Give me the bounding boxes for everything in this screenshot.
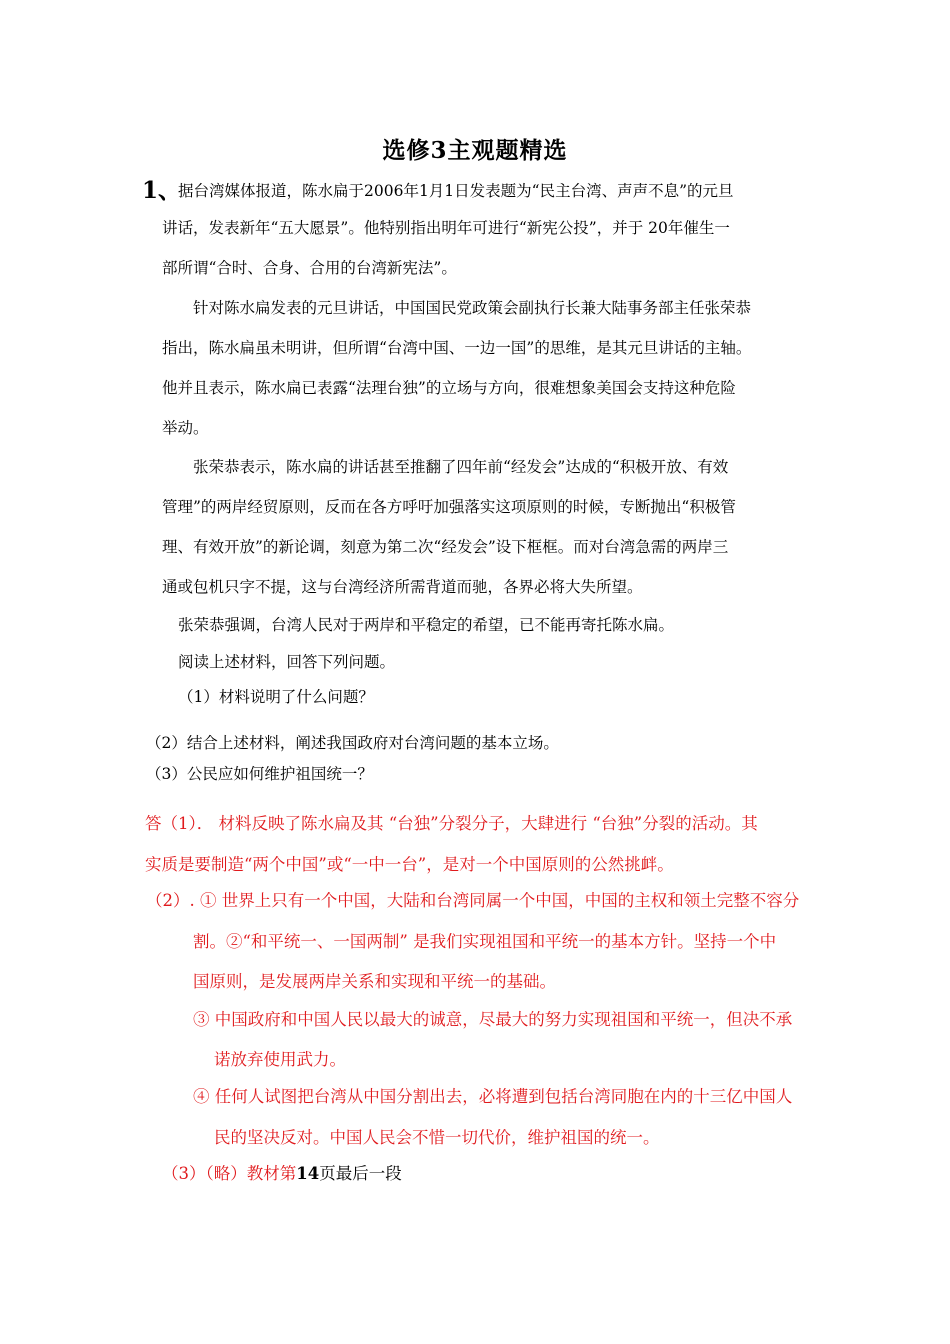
answer-line: （2）. ① 世界上只有一个中国，大陆和台湾同属一个中国，中国的主权和领土完整不容分 [146, 891, 800, 910]
material-line: 举动。 [162, 419, 209, 437]
material-line: 针对陈水扁发表的元旦讲话，中国国民党政策会副执行长兼大陆事务部主任张荣恭 [193, 299, 752, 317]
answer-part3 [162, 1160, 402, 1184]
material-line: 指出，陈水扁虽未明讲，但所谓“台湾中国、一边一国”的思维，是其元旦讲话的主轴。 [162, 339, 752, 357]
answer-line: 民的坚决反对。中国人民会不惜一切代价，维护祖国的统一。 [214, 1128, 660, 1147]
material-line: 他并且表示，陈水扁已表露“法理台独”的立场与方向，很难想象美国会支持这种危险 [162, 379, 736, 397]
answer-line: 答（1）． 材料反映了陈水扁及其 “台独”分裂分子，大肆进行 “台独”分裂的活动。其 [145, 814, 758, 833]
answer-line: 实质是要制造“两个中国”或“一中一台”，是对一个中国原则的公然挑衅。 [145, 855, 674, 874]
material-line: 理、有效开放”的新论调，刻意为第二次“经发会”设下框框。而对台湾急需的两岸三 [162, 538, 729, 556]
answer-part3-suffix: 页最后一段 [319, 1164, 402, 1183]
answer-line: 诺放弃使用武力。 [214, 1050, 346, 1069]
material-line: 部所谓“合时、合身、合用的台湾新宪法”。 [162, 259, 457, 277]
material-line: 张荣恭强调，台湾人民对于两岸和平稳定的希望，已不能再寄托陈水扁。 [178, 616, 675, 634]
answer-line: 国原则，是发展两岸关系和实现和平统一的基础。 [193, 972, 556, 991]
material-line: 通或包机只字不提，这与台湾经济所需背道而驰，各界必将大失所望。 [162, 578, 643, 596]
page-title: 选修3主观题精选 [382, 137, 568, 164]
answer-part3-page: 14 [296, 1164, 320, 1183]
material-line: 管理”的两岸经贸原则，反而在各方呼吁加强落实这项原则的时候，专断抛出“积极管 [162, 498, 736, 516]
sub-question: （3）公民应如何维护祖国统一？ [146, 765, 373, 783]
material-line: 据台湾媒体报道，陈水扁于2006年1月1日发表题为“民主台湾、声声不息”的元旦 [178, 182, 734, 200]
answer-line: ④ 任何人试图把台湾从中国分割出去，必将遭到包括台湾同胞在内的十三亿中国人 [193, 1087, 793, 1106]
material-line: 张荣恭表示，陈水扁的讲话甚至推翻了四年前“经发会”达成的“积极开放、有效 [193, 458, 729, 476]
material-line: 讲话，发表新年“五大愿景”。他特别指出明年可进行“新宪公投”，并于 20年催生一 [162, 219, 730, 237]
sub-question: （1）材料说明了什么问题？ [178, 688, 374, 706]
sub-question: （2）结合上述材料，阐述我国政府对台湾问题的基本立场。 [146, 734, 559, 752]
answer-line: 割。②“和平统一、一国两制” 是我们实现祖国和平统一的基本方针。坚持一个中 [193, 932, 777, 951]
answer-line: ③ 中国政府和中国人民以最大的诚意，尽最大的努力实现祖国和平统一，但决不承 [193, 1010, 793, 1029]
question-number: 1、 [142, 177, 182, 204]
answer-part3-prefix: （3）（略）教材第 [162, 1164, 297, 1183]
material-line: 阅读上述材料，回答下列问题。 [178, 653, 396, 671]
